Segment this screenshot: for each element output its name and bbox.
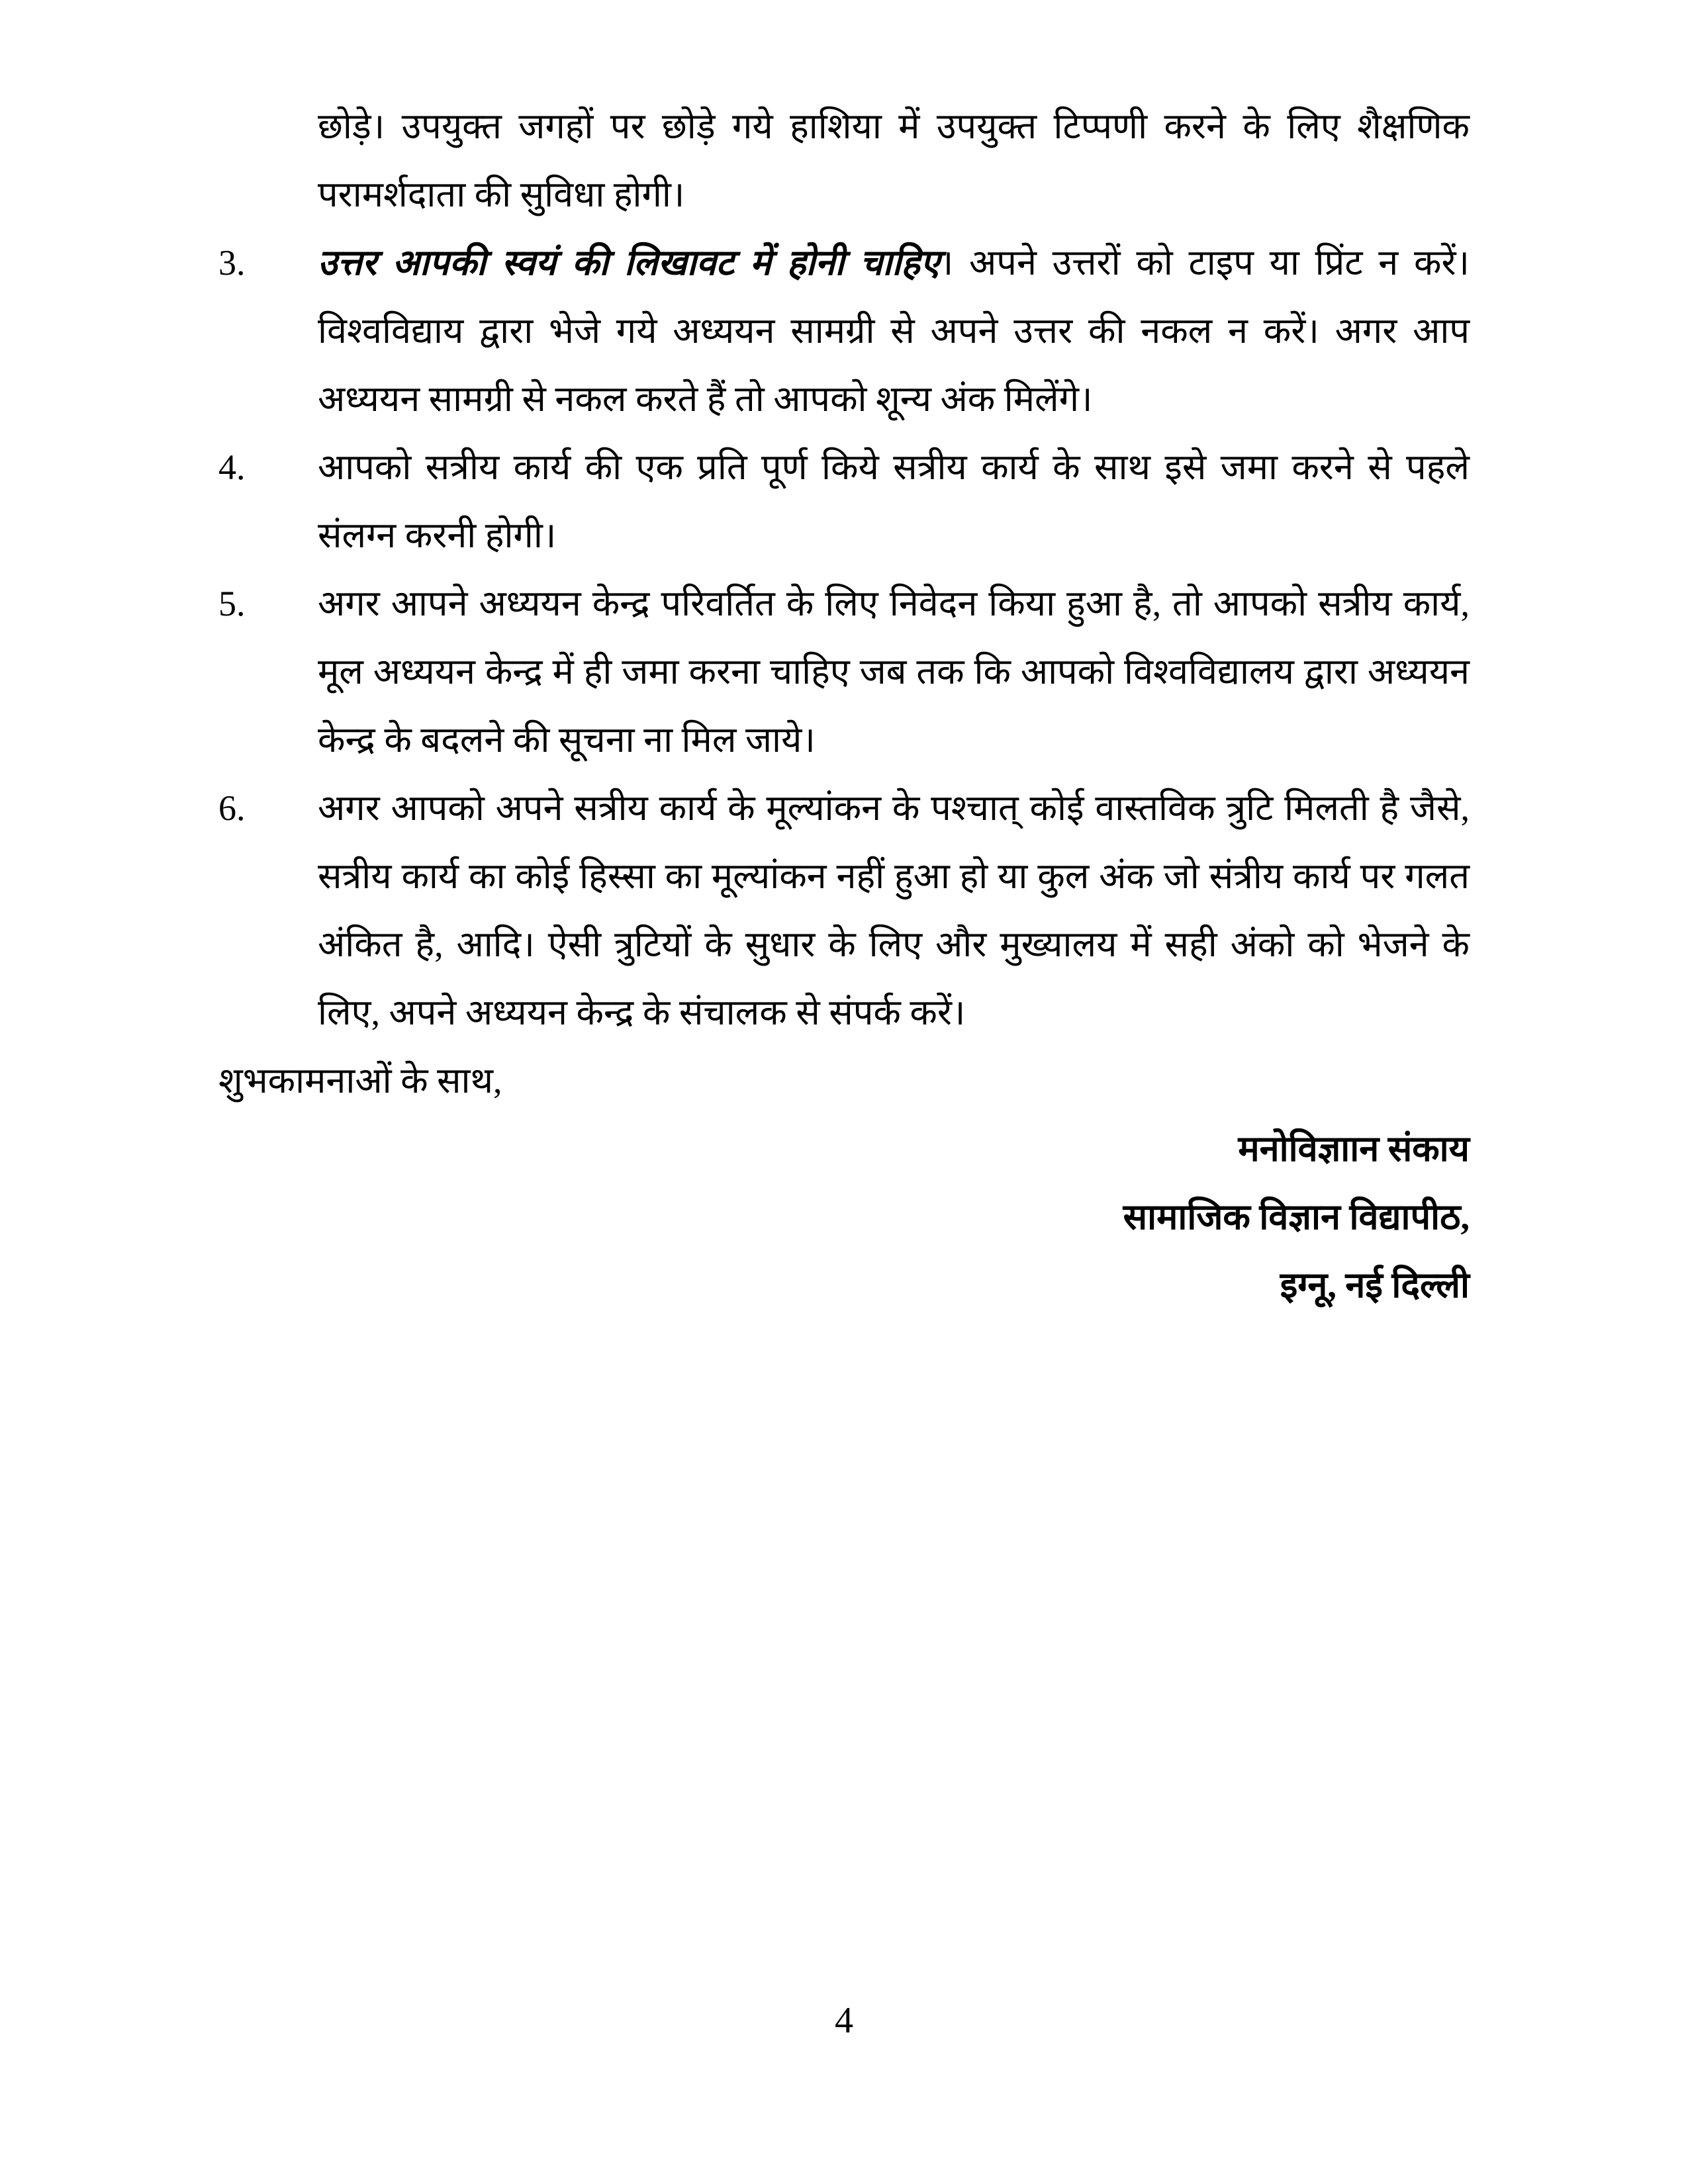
page-number: 4 bbox=[835, 2000, 853, 2041]
list-item-lead-emphasis: उत्तर आपकी स्वयं की लिखावट में होनी चाहिए bbox=[318, 243, 940, 283]
list-item-body: । अपने उत्तरों को टाइप या प्रिंट न करें। विश्वविद्याय द्वारा भेजे गये अध्ययन सामग्री से अपने उत्तर की नकल न करें। अगर आप अध्ययन सामग्री से नकल करते हैं तो आपको शून्य अंक मिलेंगे। bbox=[318, 243, 1470, 419]
list-item-4 bbox=[218, 433, 1470, 570]
signature-line-school: सामाजिक विज्ञान विद्यापीठ, bbox=[1123, 1197, 1470, 1237]
list-item-number: 5. bbox=[218, 584, 246, 623]
document-content bbox=[218, 93, 1470, 1320]
list-item-number: 6. bbox=[218, 788, 246, 828]
list-item-body: अगर आपको अपने सत्रीय कार्य के मूल्यांकन के पश्चात् कोई वास्तविक त्रुटि मिलती है जैसे, सत्रीय कार्य का कोई हिस्सा का मूल्यांकन नहीं हुआ हो या कुल अंक जो संत्रीय कार्य पर गलत अंकित है, आदि। ऐसी त्रुटियों के सुधार के लिए और मुख्यालय में सही अंको को भेजने के लिए, अपने अध्ययन केन्द्र के संचालक से संपर्क करें। bbox=[318, 788, 1470, 1032]
signature-block bbox=[218, 1115, 1470, 1320]
signature-line-faculty: मनोविज्ञाान संकाय bbox=[1238, 1129, 1470, 1169]
closing-salutation: शुभकामनाओं के साथ, bbox=[218, 1061, 502, 1101]
intro-continuation-paragraph: छोड़े। उपयुक्त जगहों पर छोड़े गये हाशिया में उपयुक्त टिप्पणी करने के लिए शैक्षणिक परामर्शदाता की सुविधा होगी। bbox=[318, 107, 1470, 214]
list-item-6 bbox=[218, 774, 1470, 1047]
list-item-3 bbox=[218, 229, 1470, 433]
signature-line-university: इग्नू, नई दिल्ली bbox=[1280, 1265, 1470, 1305]
list-item-5 bbox=[218, 570, 1470, 774]
list-item-number: 4. bbox=[218, 447, 246, 487]
list-item-text bbox=[318, 229, 1470, 433]
list-item-number: 3. bbox=[218, 243, 246, 283]
list-item-body: अगर आपने अध्ययन केन्द्र परिवर्तित के लिए निवेदन किया हुआ है, तो आपको सत्रीय कार्य, मूल अध्ययन केन्द्र में ही जमा करना चाहिए जब तक कि आपको विश्वविद्यालय द्वारा अध्ययन केन्द्र के बदलने की सूचना ना मिल जाये। bbox=[318, 584, 1470, 760]
list-item-body: आपको सत्रीय कार्य की एक प्रति पूर्ण किये सत्रीय कार्य के साथ इसे जमा करने से पहले संलग्न करनी होगी। bbox=[318, 447, 1470, 555]
